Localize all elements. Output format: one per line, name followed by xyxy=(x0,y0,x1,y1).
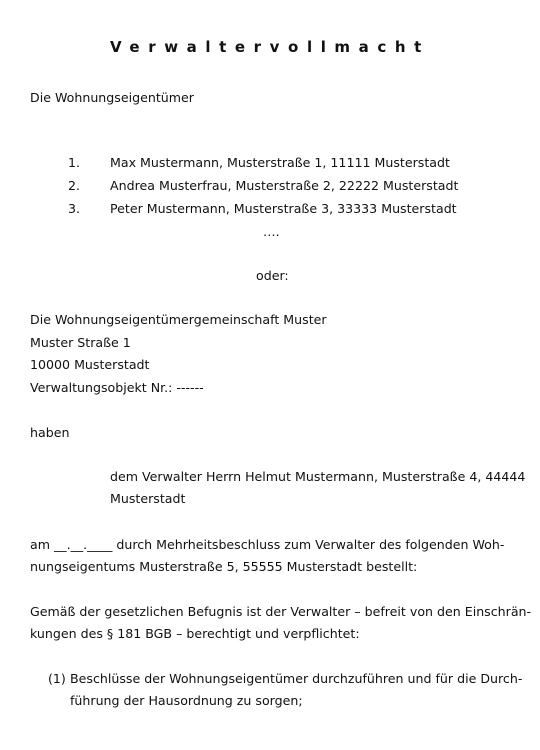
paragraph-line: am __.__.____ durch Mehrheitsbeschluss zum Verwalter des folgenden Woh- xyxy=(30,537,505,552)
owner-entry: Max Mustermann, Musterstraße 1, 11111 Musterstadt xyxy=(110,155,450,170)
administrator-line: Musterstadt xyxy=(110,491,186,506)
or-label: oder: xyxy=(256,268,289,283)
owner-number: 1. xyxy=(68,155,81,170)
duty-line: führung der Hausordnung zu sorgen; xyxy=(70,693,303,708)
community-city: 10000 Musterstadt xyxy=(30,357,150,372)
owner-number: 3. xyxy=(68,201,81,216)
intro-text: Die Wohnungseigentümer xyxy=(30,90,194,105)
owner-number: 2. xyxy=(68,178,81,193)
community-street: Muster Straße 1 xyxy=(30,335,131,350)
object-number: Verwaltungsobjekt Nr.: ------ xyxy=(30,380,204,395)
paragraph-line: nungseigentums Musterstraße 5, 55555 Musterstadt bestellt: xyxy=(30,559,418,574)
owner-entry: Andrea Musterfrau, Musterstraße 2, 22222 Musterstadt xyxy=(110,178,459,193)
duty-number: (1) xyxy=(48,671,66,686)
duty-line: Beschlüsse der Wohnungseigentümer durchzuführen und für die Durch- xyxy=(70,671,523,686)
haben-text: haben xyxy=(30,425,70,440)
community-name: Die Wohnungseigentümergemeinschaft Muster xyxy=(30,312,327,327)
ellipsis: …. xyxy=(263,224,280,239)
owner-entry: Peter Mustermann, Musterstraße 3, 33333 Musterstadt xyxy=(110,201,457,216)
document-title: Verwaltervollmacht xyxy=(110,38,430,56)
paragraph-line: kungen des § 181 BGB – berechtigt und verpflichtet: xyxy=(30,626,360,641)
paragraph-line: Gemäß der gesetzlichen Befugnis ist der Verwalter – befreit von den Einschrän- xyxy=(30,604,532,619)
administrator-line: dem Verwalter Herrn Helmut Mustermann, Musterstraße 4, 44444 xyxy=(110,469,526,484)
